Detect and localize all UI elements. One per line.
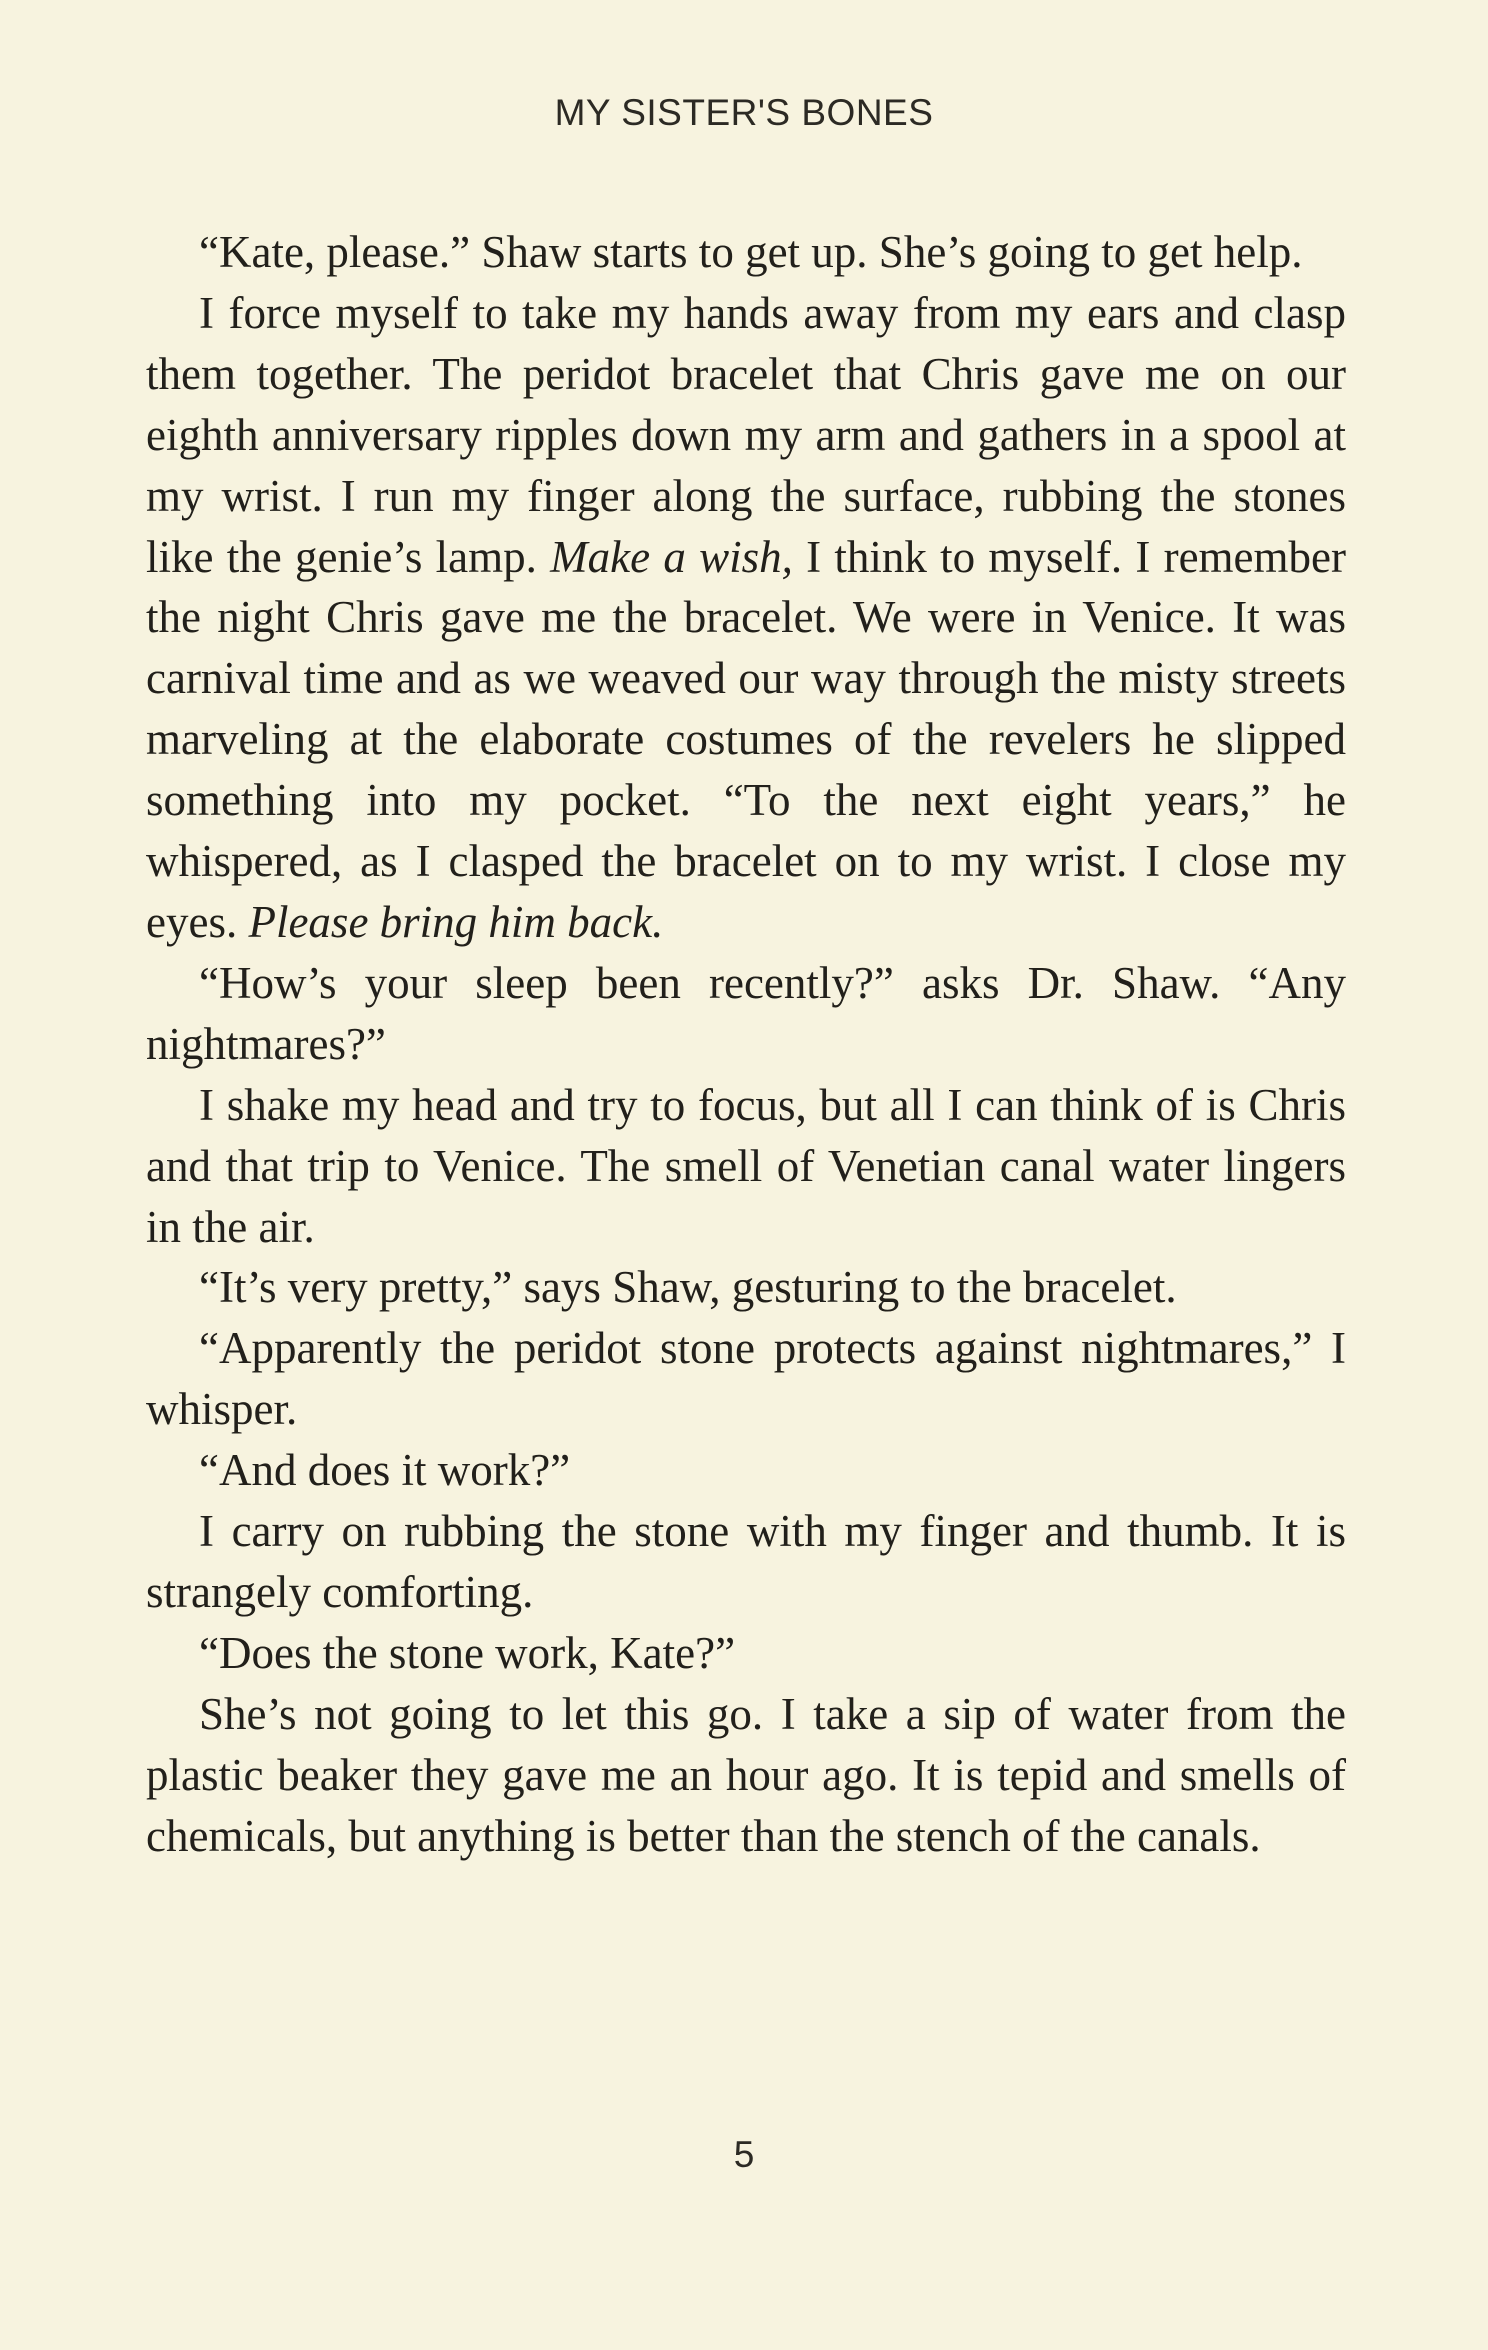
body-text xyxy=(146,222,1346,1866)
paragraph: “Does the stone work, Kate?” xyxy=(199,1627,736,1678)
text-run: I force myself to take my hands away from my ears and clasp them together. The peridot bracelet that Chris gave me on our eighth anniversary ripples down my arm and gathers in a spool at my wrist. I run my finger along the surface, rubbing the stones like the genie’s lamp. xyxy=(146,287,1346,582)
paragraph: “And does it work?” xyxy=(199,1445,571,1496)
paragraph: She’s not going to let this go. I take a sip of water from the plastic beaker they gave me an hour ago. It is tepid and smells of chemicals, but anything is better than the stench of the canals. xyxy=(146,1688,1346,1861)
paragraph: I shake my head and try to focus, but all I can think of is Chris and that trip to Venice. The smell of Venetian canal water lingers in the air. xyxy=(146,1079,1346,1252)
italic-text: Make a wish, xyxy=(550,531,793,582)
paragraph: “How’s your sleep been recently?” asks Dr. Shaw. “Any nightmares?” xyxy=(146,957,1346,1069)
paragraph: “It’s very pretty,” says Shaw, gesturing to the bracelet. xyxy=(199,1262,1177,1313)
paragraph: I carry on rubbing the stone with my finger and thumb. It is strangely comforting. xyxy=(146,1506,1346,1617)
page-number: 5 xyxy=(733,2134,755,2175)
italic-text: Please bring him back. xyxy=(248,896,664,947)
text-run: I think to myself. I remember the night Chris gave me the bracelet. We were in Venice. It was carnival time and as we weaved our way through the misty streets marveling at the elaborate costumes of the revelers he slipped something into my pocket. “To the next eight years,” he whispered, as I clasped the bracelet on to my wrist. I close my eyes. xyxy=(146,531,1346,947)
paragraph xyxy=(146,283,1346,953)
paragraph: “Kate, please.” Shaw starts to get up. She’s going to get help. xyxy=(199,227,1303,277)
paragraph: “Apparently the peridot stone protects against nightmares,” I whisper. xyxy=(146,1323,1346,1435)
running-head: MY SISTER'S BONES xyxy=(554,92,934,133)
